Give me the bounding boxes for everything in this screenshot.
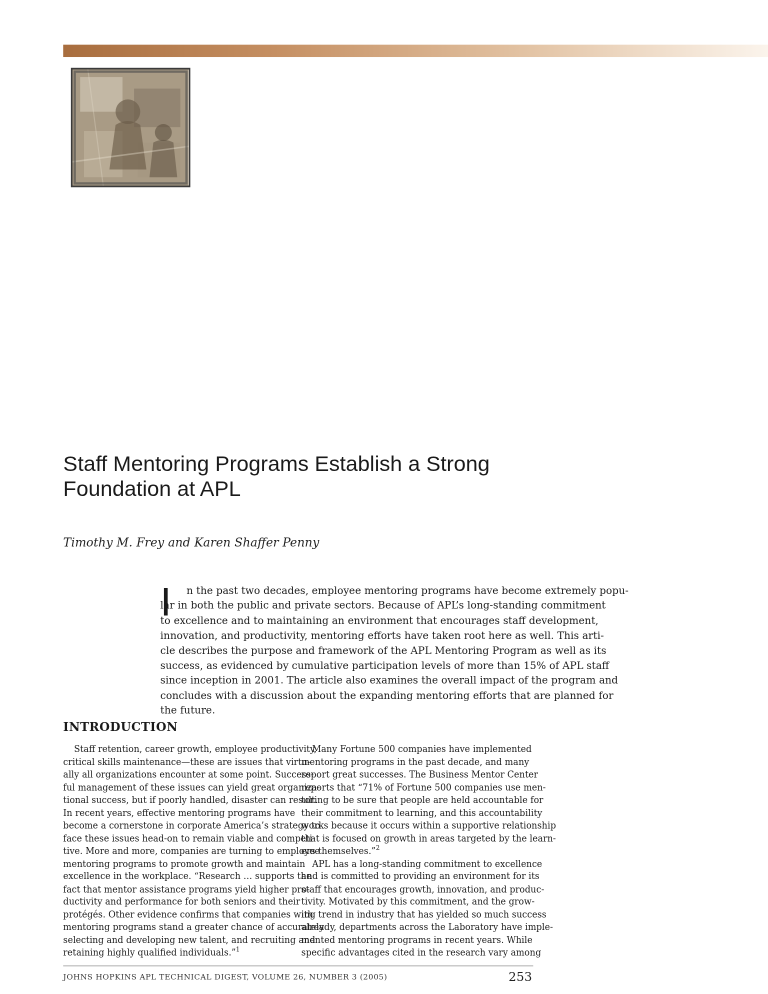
paragraph-line: protégés. Other evidence confirms that companies with [63, 908, 314, 920]
paragraph-line [63, 946, 288, 959]
paragraph-line: become a cornerstone in corporate America’s strategy to [63, 819, 321, 831]
paragraph-line: staff that encourages growth, innovation, and produc- [301, 883, 545, 895]
paragraph-line: critical skills maintenance—these are issues that virtu- [63, 756, 311, 768]
section-heading-introduction: INTRODUCTION [63, 719, 178, 735]
paragraph-line: mentoring programs stand a greater chance of accurately [63, 921, 325, 933]
paragraph-line: and is committed to providing an environment for its [301, 870, 540, 882]
paragraph-line: Many Fortune 500 companies have implemented [312, 743, 532, 755]
paragraph-line: reports that “71% of Fortune 500 companies use men- [301, 781, 546, 793]
header-accent-bar [63, 45, 768, 57]
paragraph-line: report great successes. The Business Mentor Center [301, 769, 539, 780]
abstract-line: lar in both the public and private sectors. Because of APL’s long-standing commitment [160, 600, 606, 613]
footnote-ref-2[interactable]: 2 [375, 844, 380, 852]
article-photo [72, 69, 188, 185]
article-title-line-2: Foundation at APL [63, 476, 241, 501]
paragraph-line: works because it occurs within a supportive relationship [301, 819, 557, 831]
paragraph-line: APL has a long-standing commitment to excellence [312, 857, 543, 869]
abstract-line: n the past two decades, employee mentoring programs have become extremely popu- [186, 585, 629, 598]
paragraph-line: their commitment to learning, and this accountability [301, 807, 543, 818]
footer-page-number: 253 [508, 969, 533, 984]
paragraph-line: In recent years, effective mentoring programs have [63, 807, 296, 818]
paragraph-line: tive. More and more, companies are turning to employee [63, 845, 320, 857]
abstract-line: to excellence and to maintaining an environment that encourages staff development, [160, 615, 599, 628]
paragraph-line: ally all organizations encounter at some point. Success- [63, 769, 314, 780]
paragraph-line-text: retaining highly qualified individuals.” [63, 946, 236, 958]
right-column [301, 743, 557, 959]
paragraph-line: excellence in the workplace. “Research … supports the [63, 870, 312, 882]
paragraph-line: mented mentoring programs in recent years. While [301, 934, 533, 946]
paragraph-line: selecting and developing new talent, and recruiting and [63, 934, 316, 946]
abstract-line: innovation, and productivity, mentoring efforts have taken root here as well. This arti- [160, 630, 604, 643]
paragraph-line-text: ers themselves.” [301, 845, 376, 857]
paragraph-line: tional success, but if poorly handled, disaster can result. [63, 794, 318, 806]
paragraph-line: mentoring programs in the past decade, and many [301, 756, 530, 768]
abstract-line: cle describes the purpose and framework of the APL Mentoring Program as well as its [160, 645, 607, 657]
paragraph-line: already, departments across the Laboratory have imple- [301, 921, 553, 933]
paragraph-line: that is focused on growth in areas targeted by the learn- [301, 832, 556, 844]
abstract-line: concludes with a discussion about the expanding mentoring efforts that are planned for [160, 690, 614, 702]
paragraph-line: specific advantages cited in the research vary among [301, 946, 542, 958]
paragraph-line: ductivity and performance for both seniors and their [63, 896, 301, 907]
footnote-ref-1[interactable]: 1 [235, 946, 240, 954]
paragraph-line: tivity. Motivated by this commitment, and the grow- [301, 896, 535, 907]
article-title-line-1: Staff Mentoring Programs Establish a Strong [63, 451, 490, 476]
abstract-line: success, as evidenced by cumulative participation levels of more than 15% of APL staff [160, 660, 610, 672]
article-title [63, 451, 490, 502]
paragraph-line: toring to be sure that people are held accountable for [301, 794, 544, 806]
abstract-drop-cap: I [160, 580, 172, 625]
paragraph-line: Staff retention, career growth, employee productivity, [73, 743, 317, 755]
article-authors: Timothy M. Frey and Karen Shaffer Penny [63, 535, 320, 550]
paragraph-line: ing trend in industry that has yielded so much success [301, 908, 547, 920]
article-abstract [160, 580, 629, 719]
paragraph-line: fact that mentor assistance programs yield higher pro- [63, 883, 310, 895]
paragraph-line: mentoring programs to promote growth and maintain [63, 857, 306, 869]
paragraph-line [301, 845, 526, 858]
paragraph-line: face these issues head-on to remain viable and competi- [63, 832, 316, 844]
left-column [63, 743, 325, 959]
paragraph-line: ful management of these issues can yield great organiza- [63, 781, 320, 793]
photo-collage-graphic [72, 69, 188, 185]
abstract-line: the future. [160, 705, 216, 717]
footer-journal-citation: JOHNS HOPKINS APL TECHNICAL DIGEST, VOLUME 26, NUMBER 3 (2005) [63, 973, 388, 982]
abstract-line: since inception in 2001. The article also examines the overall impact of the program and [160, 675, 619, 687]
footer-divider [63, 965, 533, 966]
